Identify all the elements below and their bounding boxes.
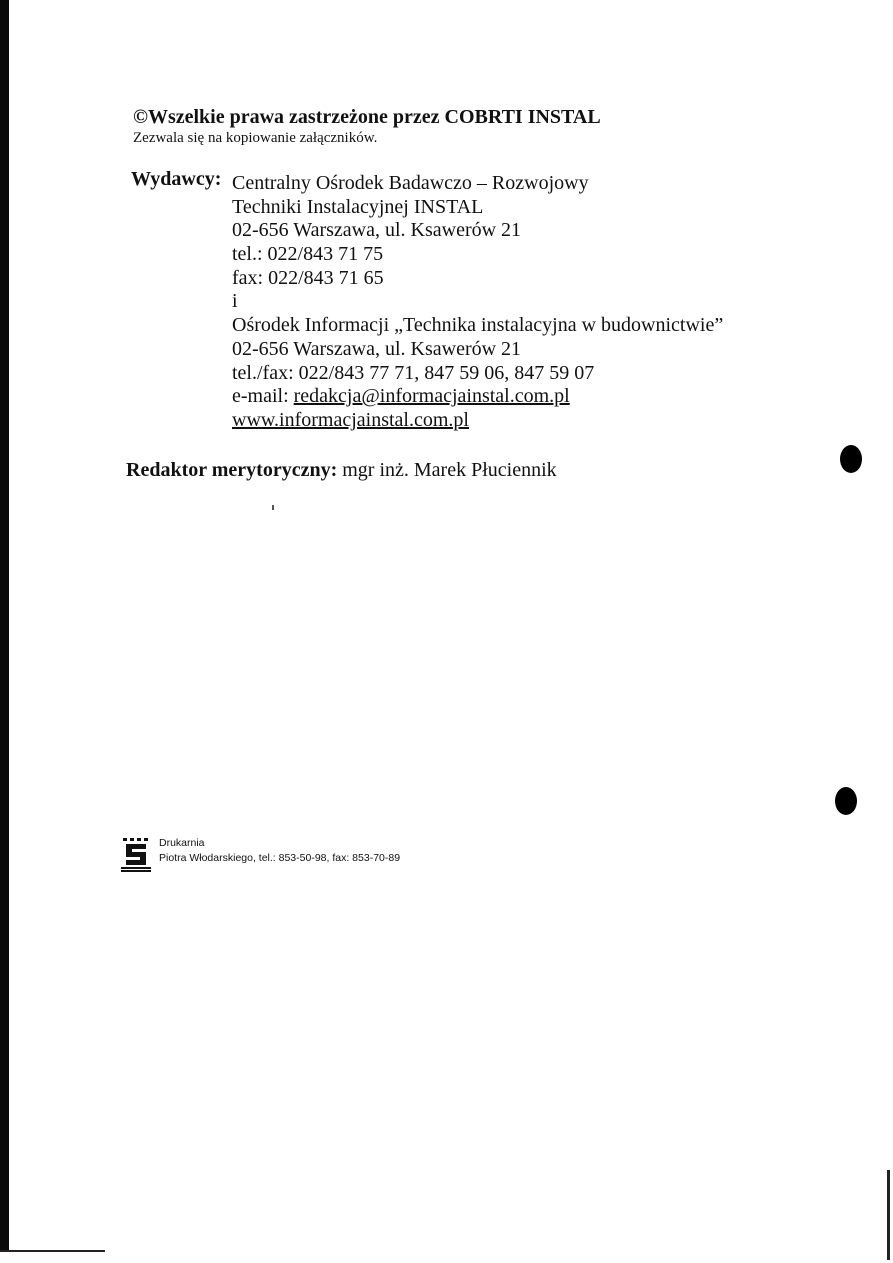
punch-hole-bottom: [835, 787, 857, 815]
printer-name: Drukarnia: [159, 837, 205, 849]
copy-permission-note: Zezwala się na kopiowanie załączników.: [133, 130, 378, 146]
copyright-title: ©Wszelkie prawa zastrzeżone przez COBRTI INSTAL: [133, 106, 601, 128]
punch-hole-top: [840, 445, 862, 473]
editor-line: [126, 459, 557, 482]
publisher-line: Centralny Ośrodek Badawczo – Rozwojowy: [232, 172, 589, 194]
printer-contact: Piotra Włodarskiego, tel.: 853-50-98, fax: 853-70-89: [159, 852, 401, 864]
scan-edge-left: [0, 0, 9, 1250]
publisher-line: Techniki Instalacyjnej INSTAL: [232, 195, 484, 218]
editor-name: mgr inż. Marek Płuciennik: [342, 459, 557, 481]
email-prefix: e-mail:: [232, 385, 294, 408]
website-line: [232, 409, 723, 433]
scan-edge-right: [887, 1170, 890, 1260]
publisher-line: 02-656 Warszawa, ul. Ksawerów 21: [232, 337, 522, 360]
publishers-label: Wydawcy:: [131, 168, 222, 190]
publishers-list: [232, 172, 723, 433]
publisher-line: i: [232, 290, 238, 313]
scan-speck: [272, 505, 274, 510]
publisher-line: Ośrodek Informacji „Technika instalacyjna w budownictwie”: [232, 314, 724, 337]
scan-edge-bottom: [0, 1250, 105, 1252]
printer-logo-icon: [121, 838, 151, 872]
email-link[interactable]: redakcja@informacjainstal.com.pl: [293, 385, 570, 408]
publisher-line: 02-656 Warszawa, ul. Ksawerów 21: [232, 219, 522, 242]
publisher-line: fax: 022/843 71 65: [232, 266, 384, 289]
publisher-line: tel./fax: 022/843 77 71, 847 59 06, 847 59 07: [232, 361, 595, 384]
website-link[interactable]: www.informacjainstal.com.pl: [232, 408, 469, 431]
printer-footer: [121, 836, 400, 872]
email-line: [232, 385, 723, 409]
publisher-line: tel.: 022/843 71 75: [232, 243, 384, 266]
editor-label: Redaktor merytoryczny:: [126, 459, 338, 481]
